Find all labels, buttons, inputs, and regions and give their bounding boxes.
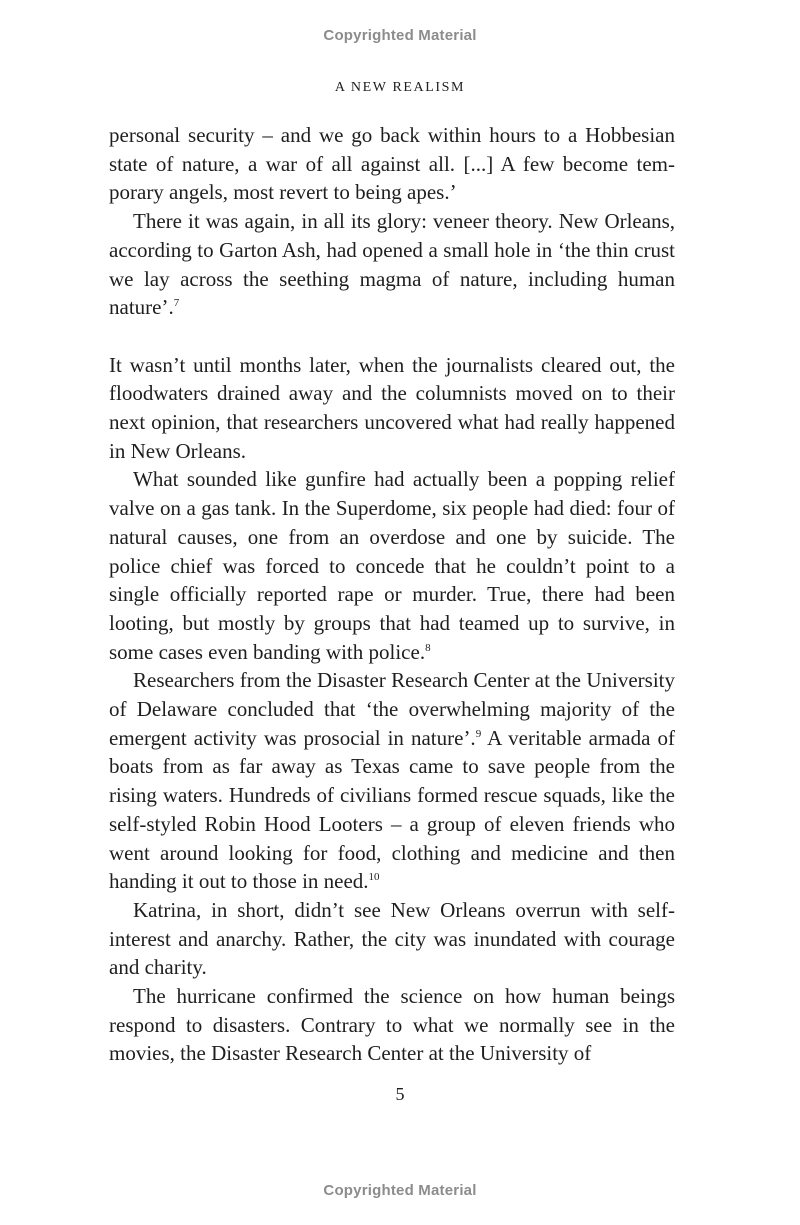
paragraph-6 [109,896,675,982]
paragraph-5 [109,666,675,896]
paragraph-5-text-b: A veritable armada of boats from as far away as Texas came to save people from the rising waters. Hundreds of civilians formed rescue squads, like the self-styled Robin Hood Looters – a group of eleven friends who went around looking for food, clothing and medicine and then handing it out to those in need. [109,725,676,894]
section-break [109,322,675,351]
paragraph-3 [109,351,675,466]
paragraph-1-text: personal security – and we go back within hours to a Hobbesian state of nature, a war of all against all. [...] A few become temporary angels, most revert to being apes.’ [109,123,675,205]
paragraph-5-text-a: Researchers from the Disaster Research Center at the University of Delaware concluded that ‘the overwhelming majority of the emergent activity was prosocial in nature’. [109,668,675,750]
footnote-marker-9: 9 [475,727,482,740]
copyright-watermark-bottom: Copyrighted Material [323,1182,477,1199]
paragraph-3-text: It wasn’t until months later, when the journalists cleared out, the floodwaters drained away and the columnists moved on to their next opinion, that researchers uncovered what had really happened in New Orleans. [109,352,675,463]
running-head: A NEW REALISM [334,80,466,95]
paragraph-7-text: The hurricane confirmed the science on how human beings respond to disasters. Contrary to what we normally see in the movies, the Disaster Research Center at the University of [109,984,675,1066]
paragraph-1 [109,121,675,207]
footnote-marker-7: 7 [173,297,180,310]
footnote-marker-10: 10 [368,871,380,884]
paragraph-4 [109,465,675,666]
page-number: 5 [395,1084,405,1104]
paragraph-2 [109,207,675,322]
paragraph-4-text: What sounded like gunfire had actually been a popping relief valve on a gas tank. In the Superdome, six people had died: four of natural causes, one from an overdose and one by suicide. The police chief was forced to concede that he couldn’t point to a single officially reported rape or murder. True, there had been looting, but mostly by groups that had teamed up to survive, in some cases even banding with police. [109,467,675,664]
copyright-watermark-top: Copyrighted Material [323,27,477,44]
paragraph-7 [109,982,675,1068]
footnote-marker-8: 8 [425,641,431,654]
paragraph-2-text: There it was again, in all its glory: veneer theory. New Orleans, according to Garton Ash, had opened a small hole in ‘the thin crust we lay across the seething magma of nature, including human nature’. [109,209,675,320]
paragraph-6-text: Katrina, in short, didn’t see New Orleans overrun with self-interest and anarchy. Rather, the city was inundated with courage and charity. [109,897,675,980]
body-text [109,121,675,1068]
